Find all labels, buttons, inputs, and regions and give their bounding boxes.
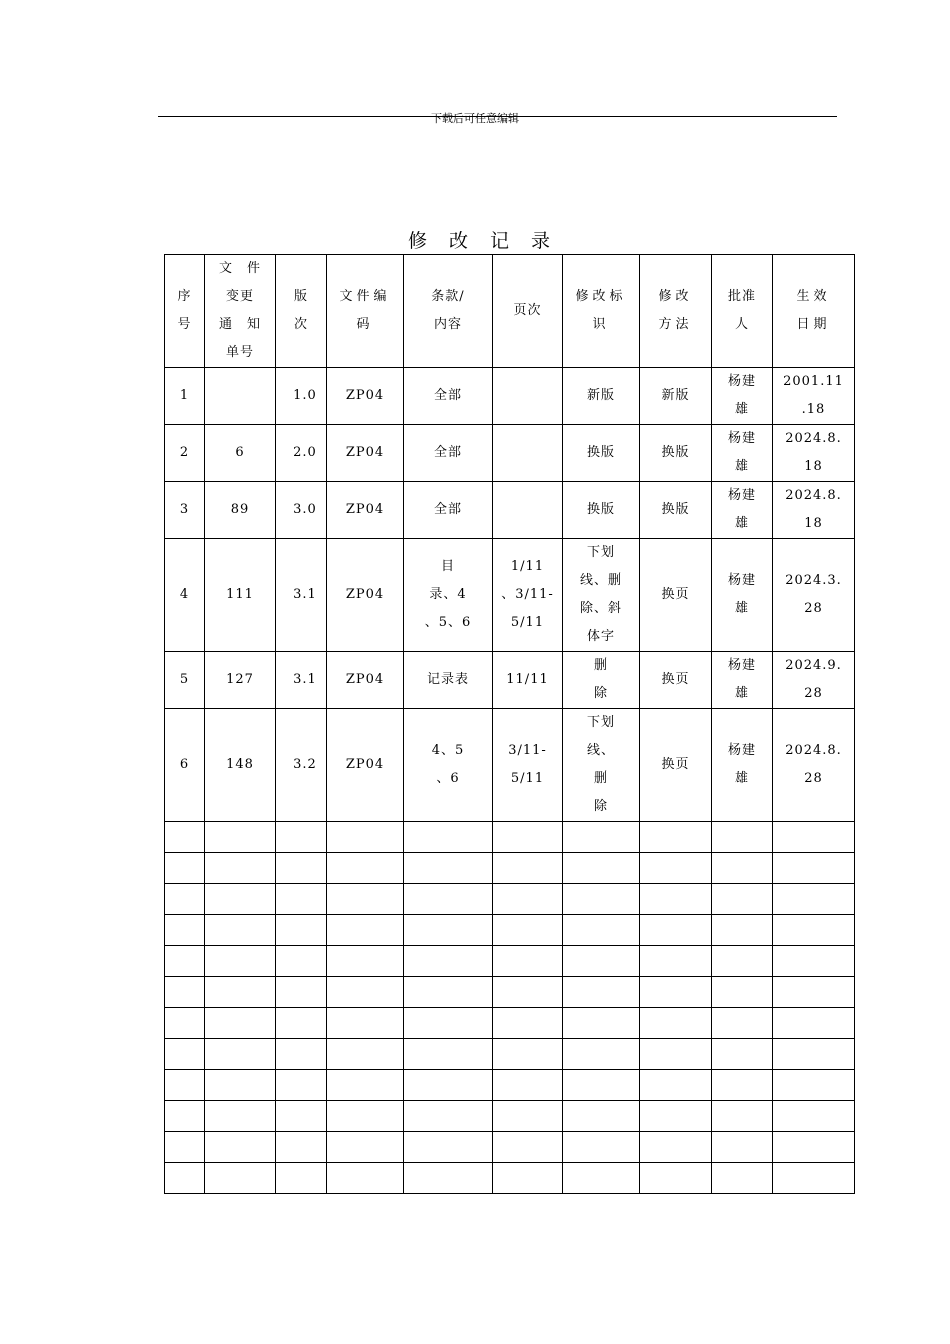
cell-method: 换版 <box>640 482 712 539</box>
blank-cell <box>712 1132 773 1163</box>
blank-cell <box>165 915 205 946</box>
blank-cell <box>276 946 327 977</box>
blank-cell <box>404 1039 493 1070</box>
blank-cell <box>563 946 640 977</box>
blank-cell <box>276 1101 327 1132</box>
cell-notice-number: 6 <box>205 425 276 482</box>
cell-mark: 换版 <box>563 425 640 482</box>
blank-cell <box>276 822 327 853</box>
blank-cell <box>165 977 205 1008</box>
blank-cell <box>773 977 855 1008</box>
cell-method: 新版 <box>640 368 712 425</box>
cell-approver: 杨建 雄 <box>712 539 773 652</box>
cell-effective-date: 2024.8. 18 <box>773 425 855 482</box>
cell-clause: 目 录、4 、5、6 <box>404 539 493 652</box>
header-cell-index: 序 号 <box>165 255 205 368</box>
blank-cell <box>712 915 773 946</box>
blank-cell <box>712 1070 773 1101</box>
cell-notice-number: 111 <box>205 539 276 652</box>
blank-cell <box>327 915 404 946</box>
blank-cell <box>165 853 205 884</box>
cell-page: 1/11 、3/11- 5/11 <box>493 539 563 652</box>
blank-cell <box>493 915 563 946</box>
table-header-row <box>165 255 855 368</box>
blank-cell <box>327 853 404 884</box>
blank-cell <box>563 1101 640 1132</box>
blank-cell <box>404 1101 493 1132</box>
blank-cell <box>493 1101 563 1132</box>
blank-cell <box>276 1008 327 1039</box>
cell-index: 3 <box>165 482 205 539</box>
blank-cell <box>493 1070 563 1101</box>
blank-cell <box>493 1132 563 1163</box>
header-cell-approver: 批准 人 <box>712 255 773 368</box>
blank-cell <box>712 1008 773 1039</box>
cell-approver: 杨建 雄 <box>712 652 773 709</box>
blank-cell <box>327 1132 404 1163</box>
blank-cell <box>276 1132 327 1163</box>
blank-table-row <box>165 1039 855 1070</box>
cell-file-code: ZP04 <box>327 482 404 539</box>
cell-file-code: ZP04 <box>327 652 404 709</box>
blank-cell <box>773 822 855 853</box>
blank-cell <box>205 1008 276 1039</box>
cell-mark: 换版 <box>563 482 640 539</box>
cell-notice-number: 127 <box>205 652 276 709</box>
blank-cell <box>563 853 640 884</box>
blank-cell <box>493 946 563 977</box>
cell-clause: 全部 <box>404 482 493 539</box>
cell-mark: 删 除 <box>563 652 640 709</box>
header-cell-clause: 条款/ 内容 <box>404 255 493 368</box>
blank-cell <box>276 1163 327 1194</box>
blank-cell <box>165 1070 205 1101</box>
header-cell-effective-date: 生效 日期 <box>773 255 855 368</box>
table-row <box>165 539 855 652</box>
blank-cell <box>640 1039 712 1070</box>
header-cell-version: 版 次 <box>276 255 327 368</box>
blank-cell <box>712 884 773 915</box>
blank-cell <box>276 1039 327 1070</box>
blank-cell <box>276 1070 327 1101</box>
blank-cell <box>563 977 640 1008</box>
blank-cell <box>712 1039 773 1070</box>
blank-cell <box>640 1163 712 1194</box>
document-title: 修改记录 <box>407 230 572 252</box>
cell-notice-number: 89 <box>205 482 276 539</box>
blank-cell <box>404 884 493 915</box>
blank-cell <box>205 884 276 915</box>
cell-version: 3.0 <box>276 482 327 539</box>
cell-method: 换版 <box>640 425 712 482</box>
cell-index: 5 <box>165 652 205 709</box>
header-cell-notice-number: 文 件 变更 通 知 单号 <box>205 255 276 368</box>
blank-cell <box>404 1008 493 1039</box>
blank-cell <box>773 853 855 884</box>
cell-index: 1 <box>165 368 205 425</box>
blank-cell <box>640 977 712 1008</box>
blank-cell <box>563 1132 640 1163</box>
blank-table-row <box>165 1070 855 1101</box>
blank-cell <box>205 853 276 884</box>
blank-cell <box>276 853 327 884</box>
cell-method: 换页 <box>640 652 712 709</box>
cell-clause: 记录表 <box>404 652 493 709</box>
cell-approver: 杨建 雄 <box>712 368 773 425</box>
blank-cell <box>493 884 563 915</box>
cell-notice-number: 148 <box>205 709 276 822</box>
cell-effective-date: 2024.3. 28 <box>773 539 855 652</box>
header-cell-file-code: 文件编 码 <box>327 255 404 368</box>
cell-page: 11/11 <box>493 652 563 709</box>
header-rule <box>158 116 837 117</box>
cell-method: 换页 <box>640 709 712 822</box>
blank-cell <box>205 1132 276 1163</box>
header-cell-mark: 修改标 识 <box>563 255 640 368</box>
blank-cell <box>165 884 205 915</box>
cell-file-code: ZP04 <box>327 709 404 822</box>
blank-cell <box>712 1163 773 1194</box>
blank-cell <box>493 977 563 1008</box>
blank-cell <box>165 1039 205 1070</box>
cell-mark: 下划 线、 删 除 <box>563 709 640 822</box>
blank-cell <box>404 822 493 853</box>
blank-cell <box>493 1039 563 1070</box>
cell-mark: 新版 <box>563 368 640 425</box>
blank-table-row <box>165 884 855 915</box>
blank-cell <box>493 822 563 853</box>
cell-index: 2 <box>165 425 205 482</box>
blank-cell <box>640 853 712 884</box>
blank-table-row <box>165 1163 855 1194</box>
cell-file-code: ZP04 <box>327 539 404 652</box>
blank-cell <box>640 1070 712 1101</box>
blank-cell <box>640 1132 712 1163</box>
blank-cell <box>327 1163 404 1194</box>
blank-cell <box>640 1008 712 1039</box>
table-row <box>165 425 855 482</box>
header-cell-page: 页次 <box>493 255 563 368</box>
blank-table-row <box>165 1008 855 1039</box>
cell-notice-number <box>205 368 276 425</box>
cell-mark: 下划 线、删 除、斜 体字 <box>563 539 640 652</box>
cell-clause: 全部 <box>404 425 493 482</box>
cell-file-code: ZP04 <box>327 368 404 425</box>
blank-cell <box>327 1039 404 1070</box>
blank-cell <box>563 915 640 946</box>
cell-version: 3.2 <box>276 709 327 822</box>
blank-cell <box>773 1101 855 1132</box>
blank-cell <box>205 1101 276 1132</box>
revision-record-table <box>164 254 855 1194</box>
cell-index: 4 <box>165 539 205 652</box>
cell-effective-date: 2001.11 .18 <box>773 368 855 425</box>
blank-cell <box>563 1039 640 1070</box>
blank-cell <box>640 822 712 853</box>
table-row <box>165 652 855 709</box>
blank-cell <box>493 853 563 884</box>
cell-version: 1.0 <box>276 368 327 425</box>
blank-table-row <box>165 915 855 946</box>
blank-cell <box>276 977 327 1008</box>
cell-page <box>493 482 563 539</box>
cell-page <box>493 368 563 425</box>
cell-page: 3/11- 5/11 <box>493 709 563 822</box>
blank-cell <box>404 853 493 884</box>
blank-cell <box>165 1008 205 1039</box>
blank-cell <box>563 1008 640 1039</box>
blank-cell <box>205 822 276 853</box>
blank-cell <box>404 915 493 946</box>
blank-cell <box>712 1101 773 1132</box>
blank-cell <box>773 1163 855 1194</box>
blank-cell <box>327 884 404 915</box>
cell-version: 2.0 <box>276 425 327 482</box>
cell-page <box>493 425 563 482</box>
blank-cell <box>563 822 640 853</box>
blank-cell <box>712 853 773 884</box>
blank-cell <box>165 946 205 977</box>
header-cell-method: 修改 方法 <box>640 255 712 368</box>
blank-cell <box>404 946 493 977</box>
table-row <box>165 709 855 822</box>
blank-cell <box>205 915 276 946</box>
blank-cell <box>327 822 404 853</box>
blank-cell <box>205 1070 276 1101</box>
table-row <box>165 482 855 539</box>
cell-clause: 4、5 、6 <box>404 709 493 822</box>
cell-effective-date: 2024.8. 18 <box>773 482 855 539</box>
blank-cell <box>563 1070 640 1101</box>
blank-cell <box>640 915 712 946</box>
blank-cell <box>640 946 712 977</box>
blank-cell <box>773 1008 855 1039</box>
blank-cell <box>327 1070 404 1101</box>
blank-cell <box>205 946 276 977</box>
blank-cell <box>712 977 773 1008</box>
blank-cell <box>165 822 205 853</box>
blank-cell <box>712 822 773 853</box>
blank-cell <box>327 946 404 977</box>
blank-table-row <box>165 977 855 1008</box>
blank-cell <box>404 1070 493 1101</box>
blank-cell <box>276 915 327 946</box>
blank-cell <box>327 1008 404 1039</box>
blank-table-row <box>165 1101 855 1132</box>
blank-cell <box>712 946 773 977</box>
blank-cell <box>493 1008 563 1039</box>
cell-method: 换页 <box>640 539 712 652</box>
blank-cell <box>493 1163 563 1194</box>
table-body <box>165 368 855 1194</box>
blank-cell <box>327 977 404 1008</box>
cell-index: 6 <box>165 709 205 822</box>
cell-clause: 全部 <box>404 368 493 425</box>
cell-approver: 杨建 雄 <box>712 482 773 539</box>
cell-approver: 杨建 雄 <box>712 425 773 482</box>
blank-cell <box>404 1163 493 1194</box>
blank-cell <box>404 1132 493 1163</box>
blank-table-row <box>165 1132 855 1163</box>
blank-cell <box>773 1070 855 1101</box>
blank-cell <box>773 915 855 946</box>
blank-cell <box>276 884 327 915</box>
blank-cell <box>773 884 855 915</box>
cell-effective-date: 2024.8. 28 <box>773 709 855 822</box>
cell-effective-date: 2024.9. 28 <box>773 652 855 709</box>
blank-cell <box>165 1132 205 1163</box>
cell-file-code: ZP04 <box>327 425 404 482</box>
cell-version: 3.1 <box>276 539 327 652</box>
header-note: 下载后可任意编辑 <box>431 112 519 125</box>
blank-table-row <box>165 822 855 853</box>
blank-cell <box>205 977 276 1008</box>
table-row <box>165 368 855 425</box>
blank-cell <box>773 1132 855 1163</box>
cell-version: 3.1 <box>276 652 327 709</box>
blank-cell <box>640 884 712 915</box>
blank-cell <box>404 977 493 1008</box>
blank-cell <box>640 1101 712 1132</box>
blank-cell <box>327 1101 404 1132</box>
blank-cell <box>165 1163 205 1194</box>
blank-cell <box>773 946 855 977</box>
blank-cell <box>165 1101 205 1132</box>
blank-cell <box>773 1039 855 1070</box>
blank-table-row <box>165 946 855 977</box>
blank-cell <box>205 1163 276 1194</box>
blank-cell <box>205 1039 276 1070</box>
blank-table-row <box>165 853 855 884</box>
blank-cell <box>563 1163 640 1194</box>
cell-approver: 杨建 雄 <box>712 709 773 822</box>
blank-cell <box>563 884 640 915</box>
